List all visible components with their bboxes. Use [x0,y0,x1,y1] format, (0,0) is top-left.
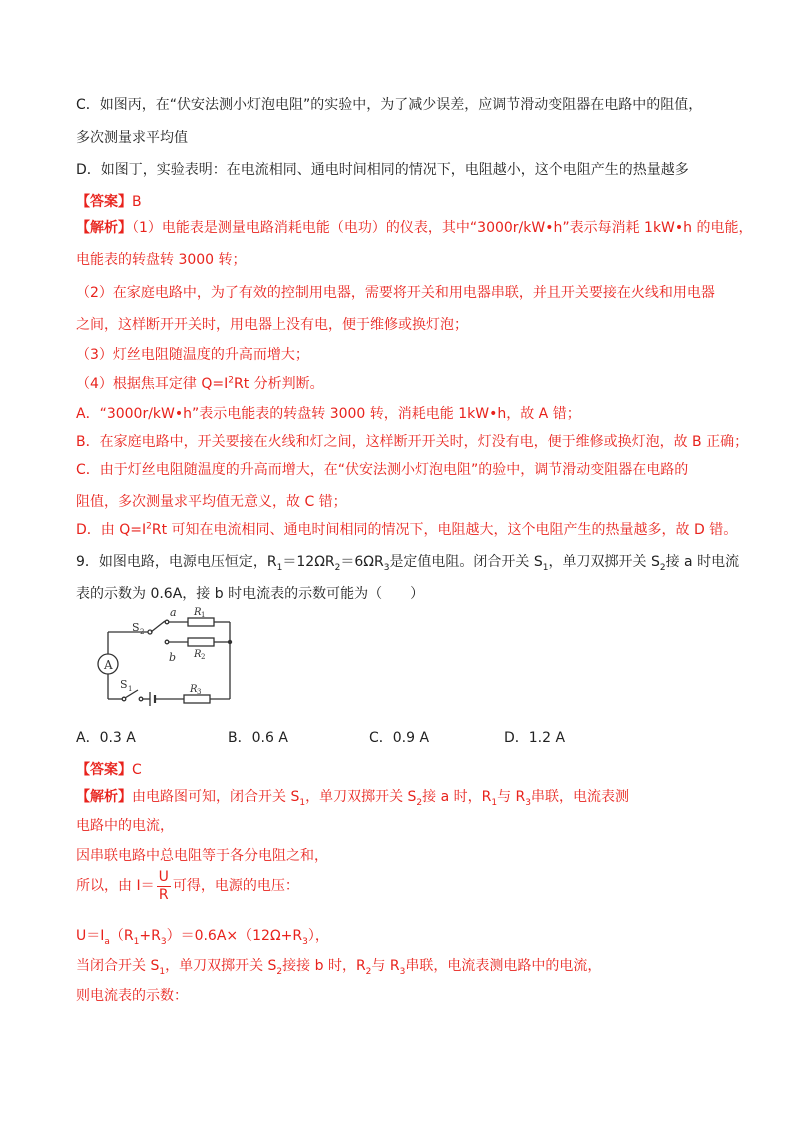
subscript: 1 [491,797,498,808]
text: （R [109,928,134,944]
s1-label: S [120,678,128,691]
analysis-8-line10: 阻值，多次测量求平均值无意义，故 C 错； [76,494,347,510]
s2-subscript: 2 [140,628,145,636]
answer-value: C [132,762,142,778]
text: 串联，电流表测 [531,789,630,805]
subscript: 2 [416,797,423,808]
text: ，单刀双掷开关 S [305,789,417,805]
text: ）＝0.6A×（12Ω+R [166,928,303,944]
resistor-r3 [184,695,210,703]
subscript: 1 [542,562,549,573]
analysis-9-line2: 电路中的电流， [76,818,174,834]
text: 是定值电阻。闭合开关 S [389,554,543,570]
option-c-line2: 多次测量求平均值 [76,130,188,146]
terminal-a-label: a [170,606,177,619]
r3-label: R [190,684,198,695]
text: ＝12ΩR [282,554,335,570]
s1-subscript: 1 [128,685,133,693]
text: 与 R [497,789,526,805]
resistor-r1 [188,618,214,626]
analysis-9-line4 [76,868,299,904]
subscript: 1 [299,797,306,808]
text: （4）根据焦耳定律 Q=I [76,376,229,392]
text: ）， [307,928,329,944]
text: U＝I [76,928,105,944]
ammeter-label: A [104,658,113,672]
terminal-b-label: b [169,651,177,664]
option-b: B．0.6 A [228,730,288,746]
analysis-9-line3: 因串联电路中总电阻等于各分电阻之和， [76,848,328,864]
junction-dot [228,640,232,644]
option-c: C．0.9 A [369,730,430,746]
subscript: 3 [383,562,390,573]
analysis-9-line1 [76,787,629,807]
analysis-8-line11 [76,520,737,540]
r1-subscript: 1 [201,611,206,619]
text: 与 R [371,958,400,974]
subscript: 3 [399,966,406,977]
superscript: 2 [146,521,152,532]
r1-label: R [194,607,202,618]
analysis-8-line2: 电能表的转盘转 3000 转； [76,252,247,268]
text: 串联，电流表测电路中的电流， [405,958,602,974]
subscript: 1 [276,562,283,573]
subscript: 1 [159,966,166,977]
answer-value: B [132,194,142,210]
text: ＝6ΩR [340,554,384,570]
question-9-line1 [76,552,739,572]
question-9-line2: 表的示数为 0.6A，接 b 时电流表的示数可能为（ ） [76,586,425,602]
subscript: a [104,936,110,947]
analysis-8-line5: （3）灯丝电阻随温度的升高而增大； [76,347,309,363]
subscript: 3 [525,797,532,808]
analysis-9-line5 [76,926,329,946]
text: 由电路图可知，闭合开关 S [132,789,300,805]
subscript: 2 [365,966,372,977]
text: +R [139,928,161,944]
switch-s2-blade [151,621,165,632]
subscript: 2 [276,966,283,977]
s2-label: S [132,621,140,634]
subscript: 3 [160,936,167,947]
text: 可得，电源的电压： [172,878,299,894]
analysis-9-line7: 则电流表的示数： [76,988,188,1004]
text: ，单刀双掷开关 S [548,554,660,570]
analysis-8-line1 [76,218,752,238]
option-d: D．如图丁，实验表明：在电流相同、通电时间相同的情况下，电阻越小，这个电阻产生的热量越多 [76,162,689,178]
answer-9 [76,760,142,780]
analysis-8-line6 [76,374,324,394]
fraction-numerator: U [158,868,169,885]
analysis-8-line8: B．在家庭电路中，开关要接在火线和灯之间，这样断开开关时，灯没有电，便于维修或换灯泡，故 B 正确； [76,434,749,450]
superscript: 2 [228,375,234,386]
circuit-diagram [90,606,240,716]
analysis-9-line6 [76,956,601,976]
option-d-choice: D．1.2 A [504,730,566,746]
analysis-8-line4: 之间，这样断开开关时，用电器上没有电，便于维修或换灯泡； [76,317,468,333]
resistor-r2 [188,638,214,646]
text: Rt 可知在电流相同、通电时间相同的情况下，电阻越大，这个电阻产生的热量越多，故 D 错。 [151,522,738,538]
text: Rt 分析判断。 [233,376,324,392]
analysis-8-line3: （2）在家庭电路中，为了有效的控制用电器，需要将开关和用电器串联，并且开关要接在火线和用电器 [76,285,715,301]
option-a: A．0.3 A [76,730,136,746]
text: D．由 Q=I [76,522,147,538]
answer-label: 【答案】 [76,194,132,210]
analysis-8-line9: C．由于灯丝电阻随温度的升高而增大，在“伏安法测小灯泡电阻”的验中，调节滑动变阻器在电路的 [76,462,689,478]
fraction-u-over-r [157,869,171,904]
analysis-text: （1）电能表是测量电路消耗电能（电功）的仪表，其中“3000r/kW•h”表示每消耗 1kW•h 的电能， [132,220,753,236]
answer-label: 【答案】 [76,762,132,778]
text: 当闭合开关 S [76,958,160,974]
text: ，单刀双掷开关 S [165,958,277,974]
r3-subscript: 3 [197,688,202,696]
text: 9．如图电路，电源电压恒定，R [76,554,277,570]
subscript: 2 [659,562,666,573]
analysis-label: 【解析】 [76,220,132,236]
text: 接 a 时电流 [665,554,740,570]
subscript: 3 [302,936,308,947]
text: 接 a 时，R [422,789,492,805]
r2-subscript: 2 [201,653,206,661]
fraction-denominator: R [158,886,169,903]
answer-8 [76,192,142,212]
text: 接接 b 时，R [282,958,366,974]
option-c-line1: C．如图丙，在“伏安法测小灯泡电阻”的实验中，为了减少误差，应调节滑动变阻器在电路中的阻值， [76,97,703,113]
analysis-8-line7: A．“3000r/kW•h”表示电能表的转盘转 3000 转，消耗电能 1kW•h，故 A 错； [76,406,581,422]
r2-label: R [194,649,202,660]
subscript: 1 [133,936,140,947]
text: 所以，由 I＝ [76,878,155,894]
analysis-label: 【解析】 [76,789,132,805]
subscript: 2 [334,562,341,573]
